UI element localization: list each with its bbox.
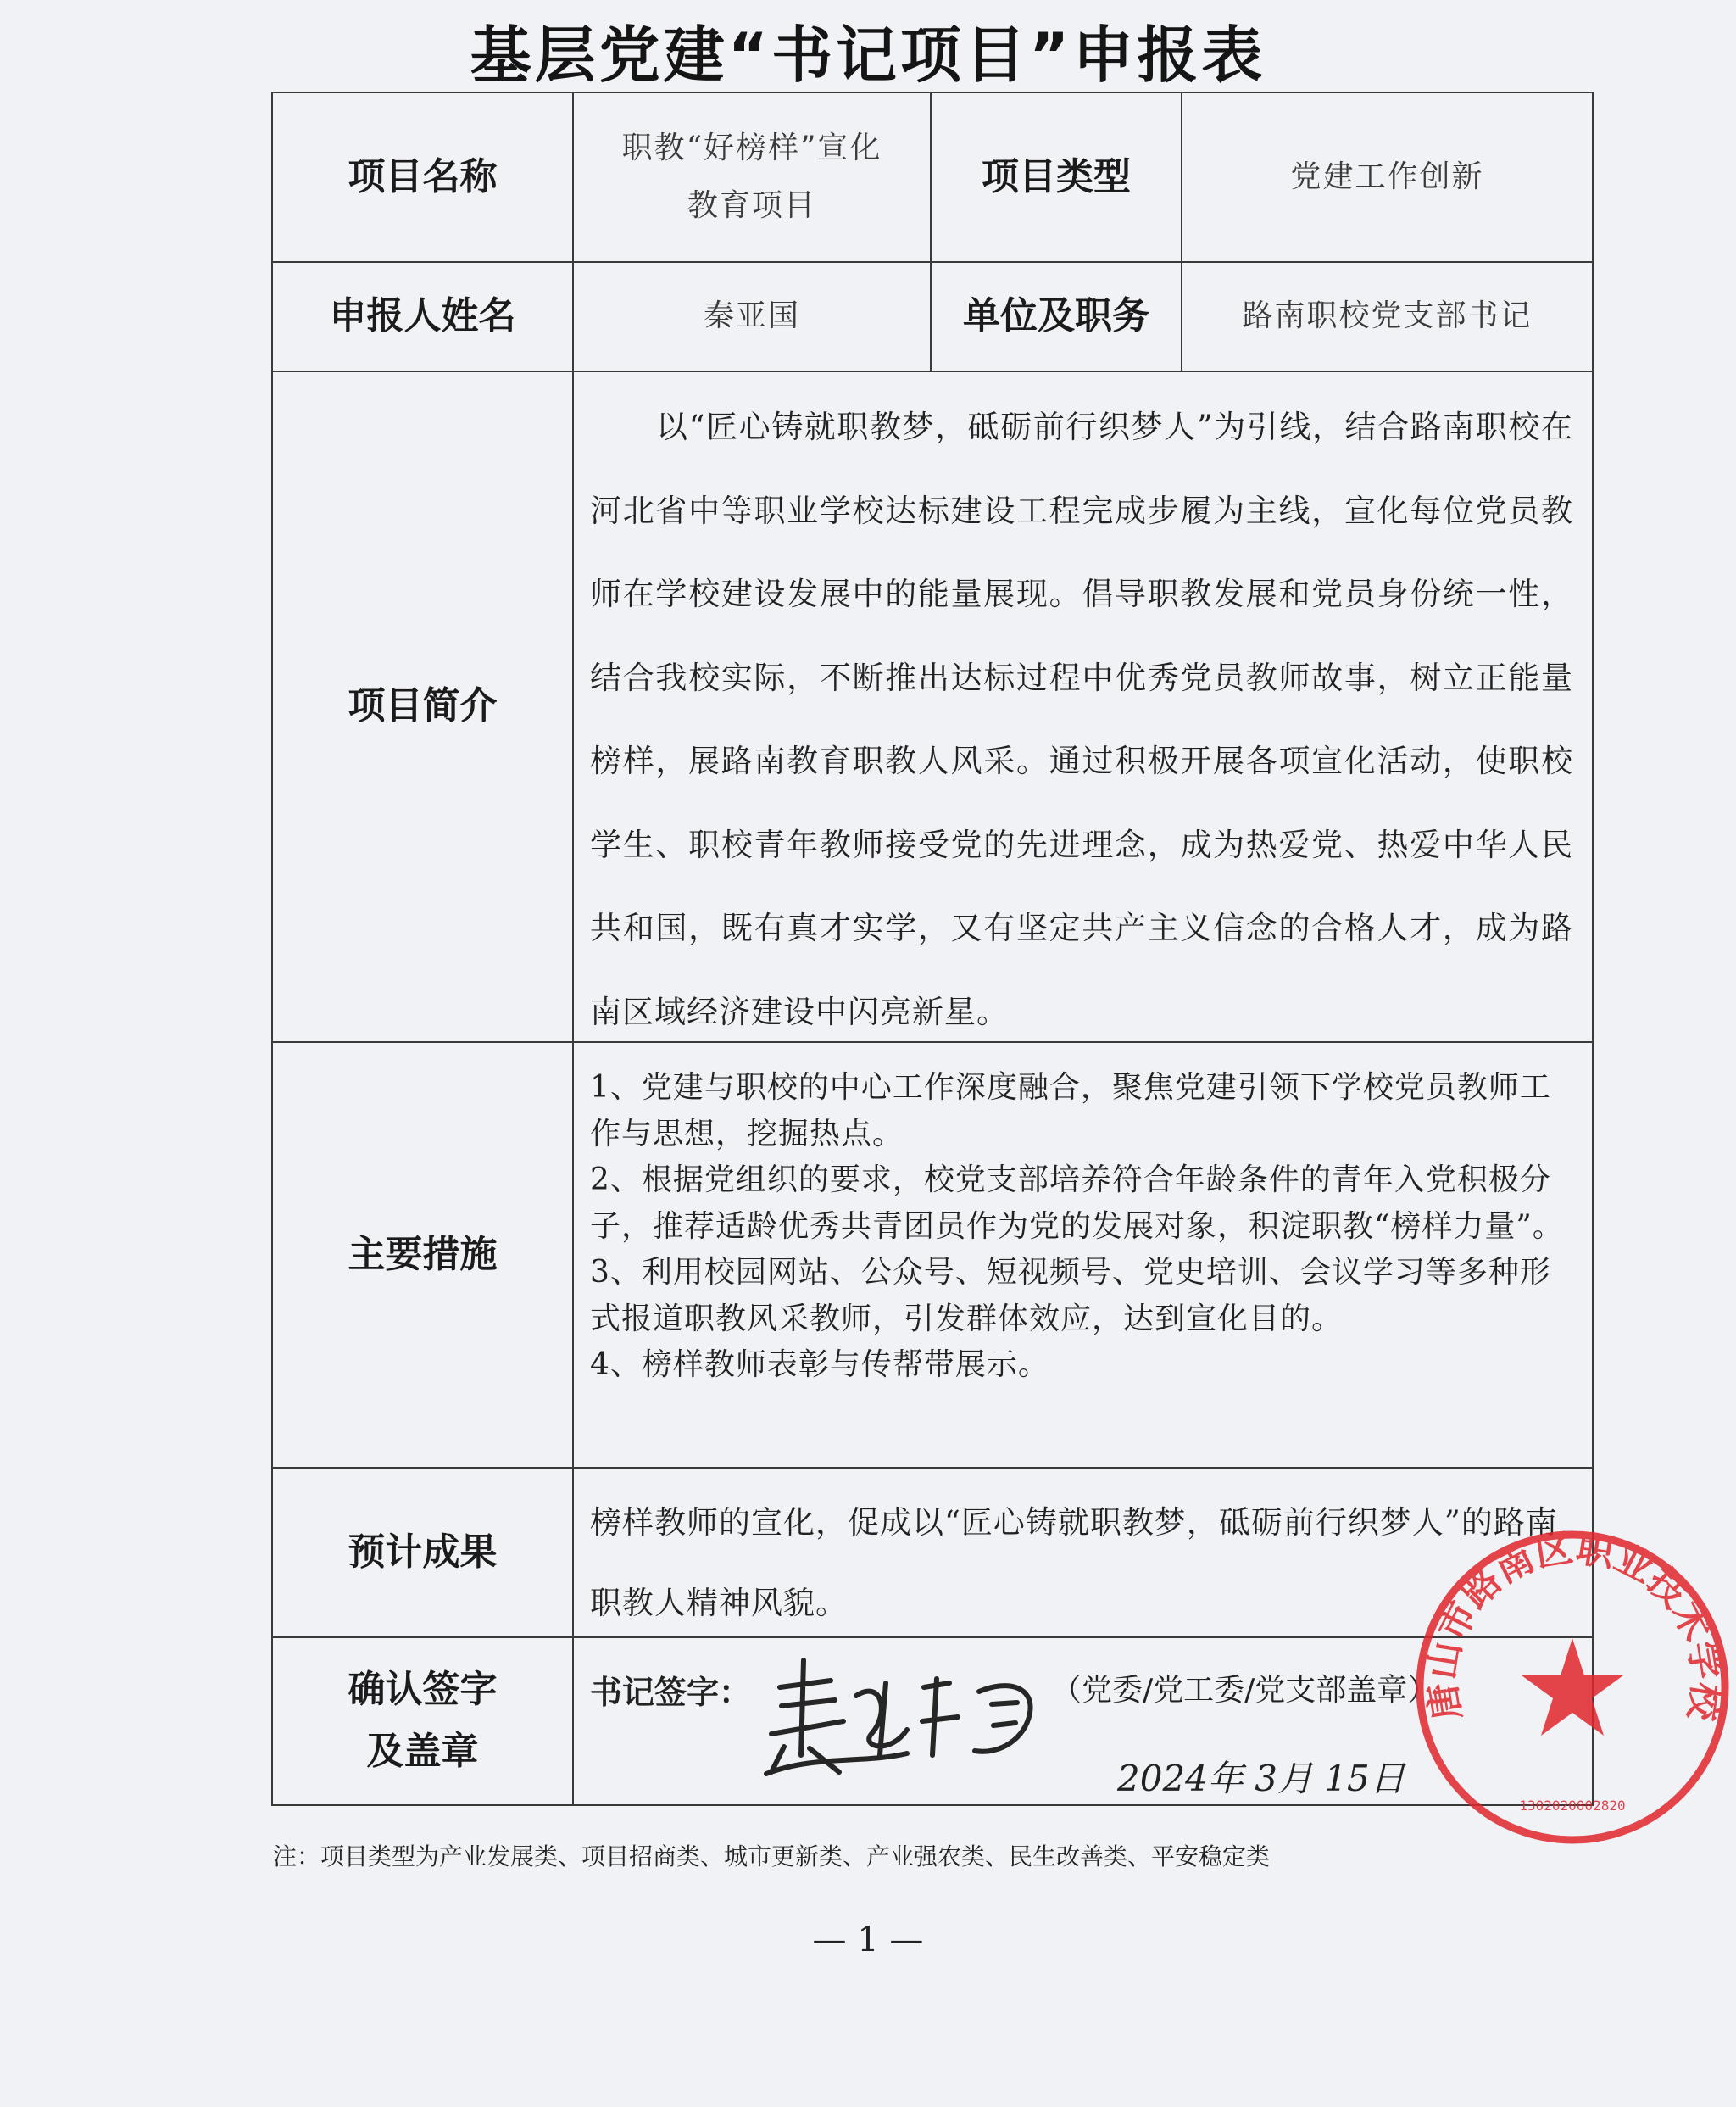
outcome-label: 预计成果 (348, 1530, 498, 1574)
form-title: 基层党建“书记项目”申报表 (470, 20, 1266, 91)
footnote: 注：项目类型为产业发展类、项目招商类、城市更新类、产业强农类、民生改善类、平安稳定类 (273, 1842, 1271, 1870)
confirm-label-line2: 及盖章 (366, 1730, 479, 1773)
measures-label: 主要措施 (348, 1232, 498, 1276)
applicant-label: 申报人姓名 (329, 294, 516, 338)
applicant-value-cell (572, 261, 932, 372)
project-type-label-cell (930, 92, 1182, 263)
seal-star-icon (1522, 1638, 1623, 1736)
stamp-note: （党委/党工委/党支部盖章） (1051, 1673, 1438, 1708)
confirm-label-line1: 确认签字 (348, 1668, 498, 1712)
project-type-label: 项目类型 (982, 154, 1131, 198)
project-name-line1: 职教“好榜样”宣化 (621, 130, 882, 165)
project-name-value-cell (572, 92, 932, 263)
project-type-value: 党建工作创新 (1290, 159, 1484, 194)
measures-list (590, 1065, 1573, 1389)
applicant-value: 秦亚国 (703, 298, 800, 334)
seal-text: 唐山市路南区职业技术学校 (1421, 1526, 1728, 1724)
signature-date: 2024年 3月 15日 (1117, 1758, 1405, 1799)
unit-value: 路南职校党支部书记 (1242, 298, 1533, 334)
measure-item-4: 4、榜样教师表彰与传帮带展示。 (590, 1347, 1049, 1382)
outcome-text: 榜样教师的宣化，促成以“匠心铸就职教梦，砥砺前行织梦人”的路南职教人精神风貌。 (590, 1504, 1558, 1621)
page-number: — 1 — (812, 1920, 924, 1959)
measure-item-1: 1、党建与职校的中心工作深度融合，聚焦党建引领下学校党员教师工作与思想，挖掘热点。 (590, 1070, 1551, 1151)
intro-text: 以“匠心铸就职教梦，砥砺前行织梦人”为引线，结合路南职校在河北省中等职业学校达标建设工程完成步履为主线，宣化每位党员教师在学校建设发展中的能量展现。倡导职教发展和党员身份统一性，结合我校实际，不断推出达标过程中优秀党员教师故事，树立正能量榜样，展路南教育职教人风采。通过积极开展各项宣化活动，使职校学生、职校青年教师接受党的先进理念，成为热爱党、热爱中华人民共和国，既有真才实学，又有坚定共产主义信念的合格人才，成为路南区域经济建设中闪亮新星。 (590, 409, 1573, 1030)
project-name-label-cell (271, 92, 574, 263)
measures-label-cell (271, 1041, 574, 1469)
measure-item-2: 2、根据党组织的要求，校党支部培养符合年龄条件的青年入党积极分子，推荐适龄优秀共青团员作为党的发展对象，积淀职教“榜样力量”。 (590, 1162, 1564, 1244)
handwritten-signature (763, 1653, 1068, 1781)
secretary-signature-label: 书记签字： (590, 1674, 752, 1711)
outcome-label-cell (271, 1467, 574, 1638)
unit-value-cell (1181, 261, 1594, 372)
unit-label: 单位及职务 (963, 294, 1149, 338)
seal-code: 1302020002820 (1519, 1798, 1626, 1814)
official-seal (1403, 1518, 1736, 1857)
project-name-line2: 教育项目 (687, 188, 816, 223)
intro-label-cell (271, 371, 574, 1043)
unit-label-cell (930, 261, 1182, 372)
applicant-label-cell (271, 261, 574, 372)
intro-label: 项目简介 (348, 684, 498, 728)
project-type-value-cell (1181, 92, 1594, 263)
confirm-label-cell (271, 1636, 574, 1806)
project-name-label: 项目名称 (348, 154, 498, 198)
measure-item-3: 3、利用校园网站、公众号、短视频号、党史培训、会议学习等多种形式报道职教风采教师，引发群体效应，达到宣化目的。 (590, 1255, 1551, 1336)
